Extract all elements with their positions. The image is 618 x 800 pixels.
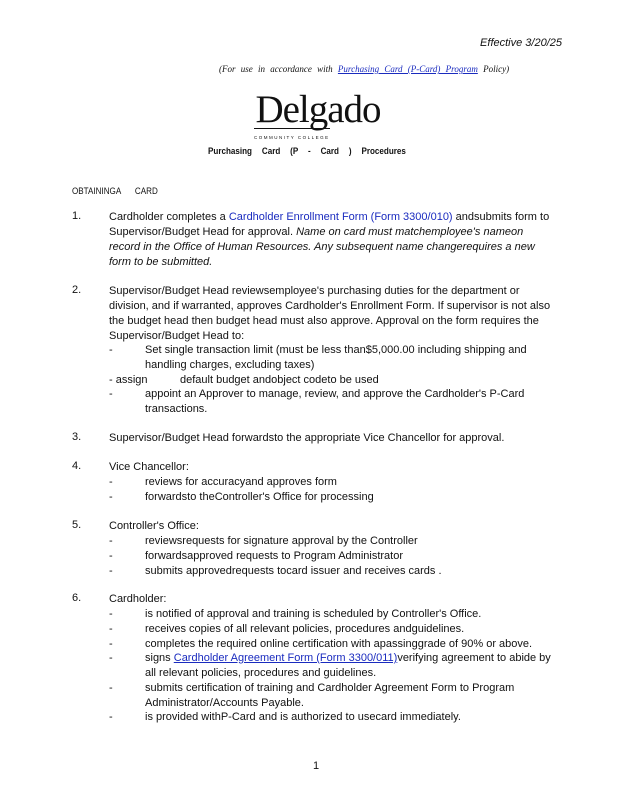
dash: - [109,344,113,356]
policy-note [219,64,509,74]
item-5-text: Controller's Office: [109,520,199,532]
item-6-sub-3: completes the required online certification with apassinggrade of 90% or above. [145,638,533,650]
sign-pre: signs [145,652,174,664]
item-4-text: Vice Chancellor: [109,461,189,473]
dash: - [109,476,113,488]
item-6-sub-5: is provided withP-Card and is authorized to usecard immediately. [145,711,461,723]
dash: - [109,565,113,577]
item-2-sub-3: appoint an Approver to manage, review, and approve the Cardholder's P-Card transactions. [145,388,525,415]
dash: - [109,638,113,650]
item-number-1: 1. [72,210,82,222]
page-number: 1 [313,760,320,772]
item-1-pre: Cardholder completes a [109,211,229,223]
item-4-sub-1: reviews for accuracyand approves form [145,476,337,488]
dash: - [109,491,113,503]
dash: - [109,608,113,620]
item-number-4: 4. [72,460,82,472]
agreement-form-link[interactable]: Cardholder Agreement Form (Form 3300/011) [173,652,398,664]
section-heading: OBTAININGA CARD [72,186,158,197]
enrollment-form-link[interactable]: Cardholder Enrollment Form (Form 3300/010) [228,211,453,223]
dash: - [109,535,113,547]
item-1-post: andsubmits form to Supervisor/Budget Head for approval. [109,211,550,238]
policy-link[interactable]: Purchasing Card (P-Card) Program [337,64,478,74]
item-5-sub-3: submits approvedrequests tocard issuer and receives cards . [145,565,442,577]
assign-label: - assign [109,374,148,386]
dash: - [109,623,113,635]
item-6-text: Cardholder: [109,593,167,605]
item-5-sub-1: reviewsrequests for signature approval by the Controller [145,535,418,547]
logo-subtitle: COMMUNITY COLLEGE [254,128,330,145]
item-6-sub-1: is notified of approval and training is scheduled by Controller's Office. [145,608,482,620]
dash: - [109,682,113,694]
policy-suffix: Policy) [483,64,510,74]
item-number-2: 2. [72,284,82,296]
logo-name: Delgado [255,88,381,131]
item-number-5: 5. [72,519,82,531]
delgado-logo [248,88,388,140]
dash: - [109,711,113,723]
page-title: Purchasing Card (P - Card ) Procedures [208,146,406,157]
effective-date: Effective 3/20/25 [480,37,562,49]
item-4-sub-2: forwardsto theController's Office for processing [145,491,374,503]
item-number-3: 3. [72,431,82,443]
item-6-sub-4: submits certification of training and Cardholder Agreement Form to Program Administrator/Accounts Payable. [145,682,515,709]
policy-prefix: (For use in accordance with [219,64,333,74]
dash: - [109,388,113,400]
item-2-sub-1: Set single transaction limit (must be less than$5,000.00 including shipping and handling charges, excluding taxes) [145,344,527,371]
item-2-text: Supervisor/Budget Head reviewsemployee's purchasing duties for the department or division, and if warranted, approves Cardholder's Enrollment Form. If supervisor is not also the budget head then budget head must also approve. Approval on the form requires the Supervisor/Budget Head to: [109,285,551,342]
item-2-sub-2: default budget andobject codeto be used [180,374,379,386]
item-1-italic-note: Name on card must matchemployee's nameon record in the Office of Human Resources. Any subsequent name changerequires a new form to be submitted. [109,226,535,268]
item-5-sub-2: forwardsapproved requests to Program Administrator [145,550,404,562]
item-3-text: Supervisor/Budget Head forwardsto the appropriate Vice Chancellor for approval. [109,432,505,444]
item-6-sub-sign [145,651,557,681]
sign-post: verifying agreement to abide by all relevant policies, procedures and guidelines. [145,652,551,679]
dash: - [109,550,113,562]
item-6-sub-2: receives copies of all relevant policies, procedures andguidelines. [145,623,465,635]
item-1 [109,210,557,270]
item-number-6: 6. [72,592,82,604]
dash: - [109,652,113,664]
